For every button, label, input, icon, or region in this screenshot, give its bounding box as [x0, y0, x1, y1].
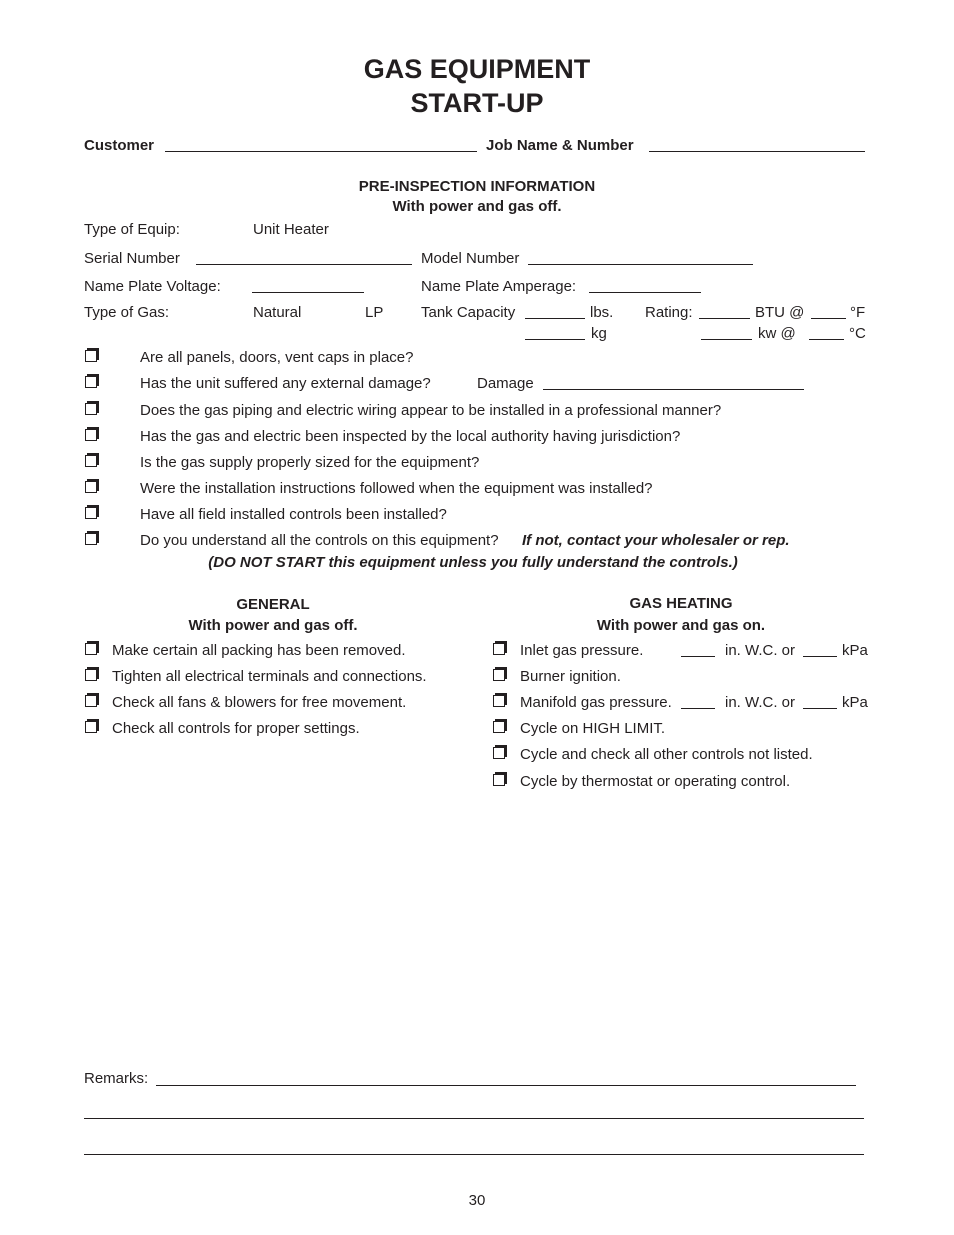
- unit-c: °C: [849, 325, 866, 342]
- pre-question: Has the gas and electric been inspected by the local authority having jurisdiction?: [140, 428, 681, 445]
- checkbox-icon[interactable]: [85, 455, 97, 467]
- model-field[interactable]: [528, 264, 753, 265]
- general-item: Make certain all packing has been removed.: [112, 642, 406, 659]
- general-item: Check all fans & blowers for free movement.: [112, 694, 407, 711]
- gas-natural-option[interactable]: Natural: [253, 304, 302, 321]
- page-title-line-2: START-UP: [410, 88, 544, 118]
- checkbox-icon[interactable]: [85, 429, 97, 441]
- customer-label: Customer: [84, 137, 155, 154]
- inlet-wc-field[interactable]: [681, 656, 715, 657]
- rating-label: Rating:: [645, 304, 693, 321]
- remarks-line-1[interactable]: [156, 1085, 856, 1086]
- rating-f-field[interactable]: [811, 318, 846, 319]
- checkbox-icon[interactable]: [493, 643, 505, 655]
- checkbox-icon[interactable]: [85, 721, 97, 733]
- gas-type-label: Type of Gas:: [84, 304, 170, 321]
- checkbox-icon[interactable]: [85, 481, 97, 493]
- manifold-kpa-field[interactable]: [803, 708, 837, 709]
- pre-question: Has the unit suffered any external damage?: [140, 375, 431, 392]
- checkbox-icon[interactable]: [85, 403, 97, 415]
- unit-f: °F: [850, 304, 866, 321]
- tank-capacity-label: Tank Capacity: [421, 304, 516, 321]
- pre-question: Do you understand all the controls on this equipment?: [140, 532, 499, 549]
- checkbox-icon[interactable]: [85, 643, 97, 655]
- warning-line-2: (DO NOT START this equipment unless you fully understand the controls.): [208, 554, 738, 571]
- pre-question: Have all field installed controls been installed?: [140, 506, 447, 523]
- heating-item: Burner ignition.: [520, 668, 621, 685]
- checkbox-icon[interactable]: [85, 533, 97, 545]
- checkbox-icon[interactable]: [493, 695, 505, 707]
- unit-wc: in. W.C. or: [725, 642, 796, 659]
- checkbox-icon[interactable]: [493, 669, 505, 681]
- heating-item: Manifold gas pressure.: [520, 694, 672, 711]
- serial-label: Serial Number: [84, 250, 180, 267]
- warning-inline: If not, contact your wholesaler or rep.: [522, 532, 790, 549]
- remarks-line-2[interactable]: [84, 1118, 864, 1119]
- manifold-wc-field[interactable]: [681, 708, 715, 709]
- unit-kw: kw @: [758, 325, 796, 342]
- tank-kg-field[interactable]: [525, 339, 585, 340]
- checkbox-icon[interactable]: [493, 774, 505, 786]
- general-subheading: With power and gas off.: [188, 617, 358, 634]
- heating-item: Inlet gas pressure.: [520, 642, 644, 659]
- damage-label: Damage: [477, 375, 534, 392]
- checkbox-icon[interactable]: [493, 721, 505, 733]
- general-item: Check all controls for proper settings.: [112, 720, 360, 737]
- gas-lp-option[interactable]: LP: [365, 304, 384, 321]
- unit-wc: in. W.C. or: [725, 694, 796, 711]
- pre-question: Is the gas supply properly sized for the equipment?: [140, 454, 480, 471]
- serial-field[interactable]: [196, 264, 412, 265]
- type-equip-value: Unit Heater: [253, 221, 329, 238]
- pre-inspection-subheading: With power and gas off.: [392, 198, 562, 215]
- unit-btu: BTU @: [755, 304, 805, 321]
- amperage-label: Name Plate Amperage:: [421, 278, 577, 295]
- page-title-line-1: GAS EQUIPMENT: [363, 54, 591, 84]
- remarks-line-3[interactable]: [84, 1154, 864, 1155]
- general-item: Tighten all electrical terminals and connections.: [112, 668, 427, 685]
- heating-item: Cycle by thermostat or operating control.: [520, 773, 791, 790]
- heating-heading: GAS HEATING: [629, 595, 733, 612]
- general-heading: GENERAL: [236, 596, 310, 613]
- voltage-field[interactable]: [252, 292, 364, 293]
- amperage-field[interactable]: [589, 292, 701, 293]
- heating-item: Cycle and check all other controls not listed.: [520, 746, 813, 763]
- unit-kpa: kPa: [842, 694, 868, 711]
- type-equip-label: Type of Equip:: [84, 221, 180, 238]
- job-label: Job Name & Number: [486, 137, 634, 154]
- rating-c-field[interactable]: [809, 339, 844, 340]
- pre-inspection-heading: PRE-INSPECTION INFORMATION: [358, 178, 596, 195]
- checkbox-icon[interactable]: [85, 695, 97, 707]
- checkbox-icon[interactable]: [85, 507, 97, 519]
- remarks-label: Remarks:: [84, 1070, 149, 1087]
- model-label: Model Number: [421, 250, 520, 267]
- tank-lbs-field[interactable]: [525, 318, 585, 319]
- checkbox-icon[interactable]: [85, 350, 97, 362]
- pre-question: Does the gas piping and electric wiring appear to be installed in a professional manner?: [140, 402, 722, 419]
- inlet-kpa-field[interactable]: [803, 656, 837, 657]
- job-field[interactable]: [649, 151, 865, 152]
- customer-field[interactable]: [165, 151, 477, 152]
- checkbox-icon[interactable]: [85, 376, 97, 388]
- unit-lbs: lbs.: [590, 304, 614, 321]
- checkbox-icon[interactable]: [85, 669, 97, 681]
- voltage-label: Name Plate Voltage:: [84, 278, 221, 295]
- unit-kpa: kPa: [842, 642, 868, 659]
- page-number: 30: [468, 1192, 486, 1209]
- heating-subheading: With power and gas on.: [596, 617, 766, 634]
- damage-field[interactable]: [543, 389, 804, 390]
- rating-btu-field[interactable]: [699, 318, 750, 319]
- pre-question: Are all panels, doors, vent caps in place?: [140, 349, 414, 366]
- heating-item: Cycle on HIGH LIMIT.: [520, 720, 666, 737]
- checkbox-icon[interactable]: [493, 747, 505, 759]
- unit-kg: kg: [591, 325, 607, 342]
- pre-question: Were the installation instructions followed when the equipment was installed?: [140, 480, 653, 497]
- rating-kw-field[interactable]: [701, 339, 752, 340]
